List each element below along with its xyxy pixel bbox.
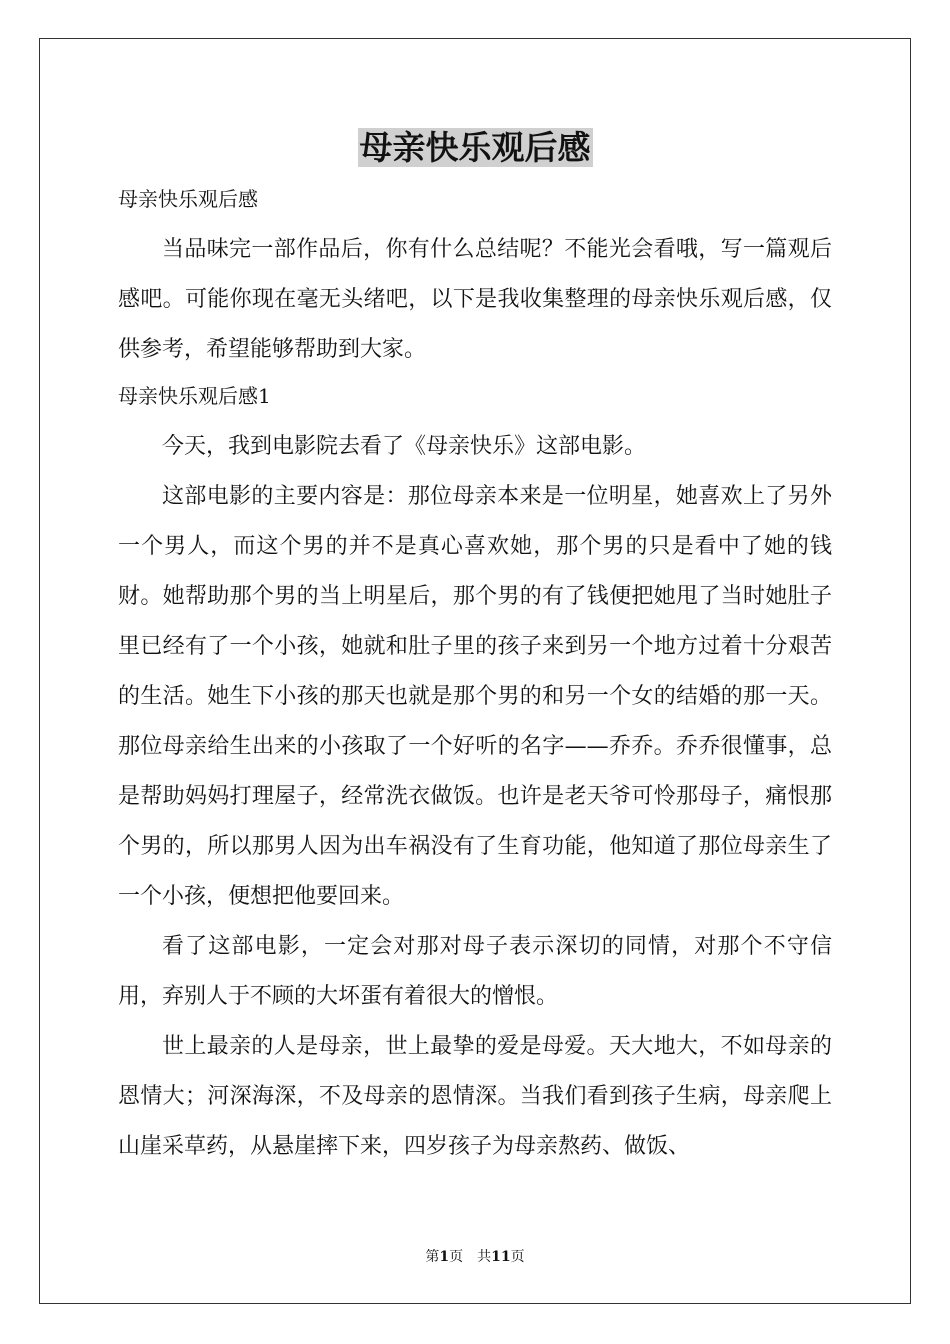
subtitle: 母亲快乐观后感 — [118, 187, 258, 211]
page-current: 1 — [439, 1249, 450, 1265]
section-heading: 母亲快乐观后感1 — [118, 384, 271, 408]
total-prefix: 共 — [477, 1249, 492, 1265]
body-paragraph: 看了这部电影，一定会对那对母子表示深切的同情，对那个不守信用，弃别人于不顾的大坏蛋有着很大的憎恨。 — [118, 934, 832, 1009]
page-suffix: 页 — [449, 1249, 464, 1265]
document-title — [0, 128, 950, 168]
body-paragraph: 世上最亲的人是母亲，世上最挚的爱是母爱。天大地大，不如母亲的恩情大；河深海深，不及母亲的恩情深。当我们看到孩子生病，母亲爬上山崖采草药，从悬崖摔下来，四岁孩子为母亲熬药、做饭、 — [118, 1034, 832, 1159]
document-title-text: 母亲快乐观后感 — [359, 128, 591, 167]
body-paragraph: 这部电影的主要内容是：那位母亲本来是一位明星，她喜欢上了另外一个男人，而这个男的并不是真心喜欢她，那个男的只是看中了她的钱财。她帮助那个男的当上明星后，那个男的有了钱便把她甩了当时她肚子里已经有了一个小孩，她就和肚子里的孩子来到另一个地方过着十分艰苦的生活。她生下小孩的那天也就是那个男的和另一个女的结婚的那一天。那位母亲给生出来的小孩取了一个好听的名字——乔乔。乔乔很懂事，总是帮助妈妈打理屋子，经常洗衣做饭。也许是老天爷可怜那母子，痛恨那个男的，所以那男人因为出车祸没有了生育功能，他知道了那位母亲生了一个小孩，便想把他要回来。 — [118, 484, 832, 909]
total-suffix: 页 — [510, 1249, 525, 1265]
body-paragraph: 今天，我到电影院去看了《母亲快乐》这部电影。 — [162, 434, 647, 459]
page-prefix: 第 — [425, 1249, 440, 1265]
page-footer — [0, 1247, 950, 1267]
document-body — [118, 178, 832, 1172]
intro-paragraph: 当品味完一部作品后，你有什么总结呢？不能光会看哦，写一篇观后感吧。可能你现在毫无头绪吧，以下是我收集整理的母亲快乐观后感，仅供参考，希望能够帮助到大家。 — [118, 237, 832, 362]
total-pages: 11 — [491, 1249, 511, 1265]
